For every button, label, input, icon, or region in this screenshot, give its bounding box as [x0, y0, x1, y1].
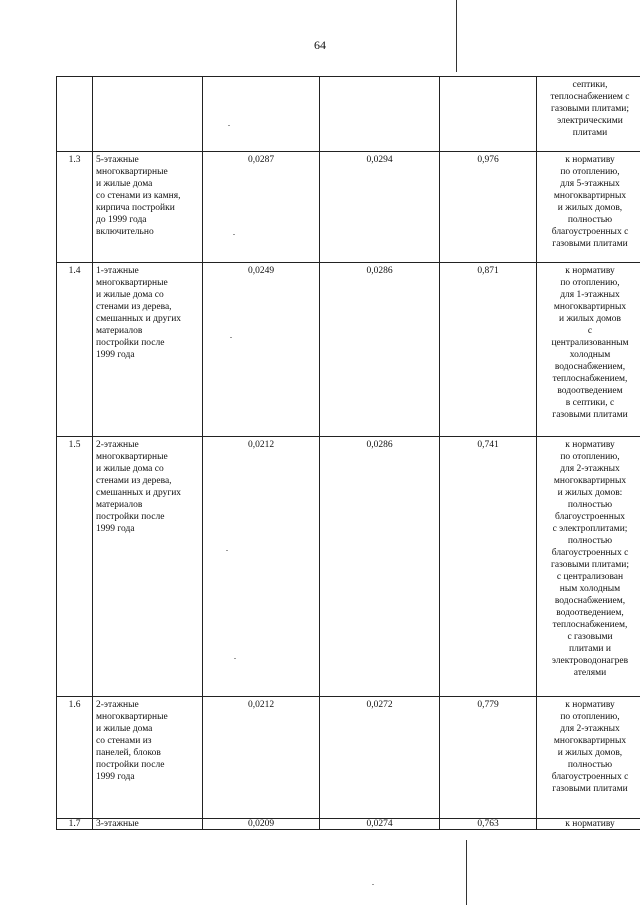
value-cell-2: 0,0286 — [320, 437, 440, 697]
table-row — [57, 77, 640, 152]
table-row — [57, 697, 640, 819]
table-row — [57, 437, 640, 697]
value-cell-2: 0,0286 — [320, 263, 440, 437]
row-number-cell: 1.5 — [57, 437, 93, 697]
coefficient-cell: 0,741 — [440, 437, 537, 697]
note-cell: к нормативу по отоплению, для 5-этажных многоквартирных и жилых домов, полностью благоустроенных с газовыми плитами — [537, 152, 640, 263]
value-cell-1: 0,0212 — [203, 437, 320, 697]
row-number-cell: 1.4 — [57, 263, 93, 437]
scan-artifact-line — [466, 840, 467, 905]
row-number-cell: 1.3 — [57, 152, 93, 263]
note-cell: к нормативу по отоплению, для 2-этажных многоквартирных и жилых домов, полностью благоустроенных с газовыми плитами — [537, 697, 640, 819]
normatives-table — [56, 76, 640, 830]
scan-speck — [230, 337, 232, 338]
building-description-cell: 3-этажные — [93, 819, 203, 830]
value-cell-1: 0,0249 — [203, 263, 320, 437]
building-description-cell: 1-этажные многоквартирные и жилые дома со стенами из дерева, смешанных и других материалов постройки после 1999 года — [93, 263, 203, 437]
coefficient-cell: 0,976 — [440, 152, 537, 263]
page-number: 64 — [314, 38, 326, 52]
scan-speck — [372, 884, 374, 885]
value-cell-1: 0,0287 — [203, 152, 320, 263]
value-cell-2 — [320, 77, 440, 152]
building-description-cell — [93, 77, 203, 152]
coefficient-cell — [440, 77, 537, 152]
value-cell-2: 0,0274 — [320, 819, 440, 830]
table-row — [57, 263, 640, 437]
scan-speck — [226, 550, 228, 551]
table-row — [57, 152, 640, 263]
note-cell: к нормативу по отоплению, для 1-этажных многоквартирных и жилых домов с централизованным холодным водоснабжением, теплоснабжением, водоотведением в септики, с газовыми плитами — [537, 263, 640, 437]
note-cell: к нормативу по отоплению, для 2-этажных многоквартирных и жилых домов: полностью благоустроенных с электроплитами; полностью благоустроенных с газовыми плитами; с централизован ным холодным водоснабжением, водоотведением, теплоснабжением, с газовыми плитами и электроводонагрев ателями — [537, 437, 640, 697]
coefficient-cell: 0,779 — [440, 697, 537, 819]
scan-speck — [234, 658, 236, 659]
scan-speck — [228, 125, 230, 126]
value-cell-1: 0,0209 — [203, 819, 320, 830]
row-number-cell: 1.7 — [57, 819, 93, 830]
value-cell-1 — [203, 77, 320, 152]
scan-speck — [233, 234, 235, 235]
table-row — [57, 819, 640, 830]
value-cell-2: 0,0272 — [320, 697, 440, 819]
row-number-cell — [57, 77, 93, 152]
row-number-cell: 1.6 — [57, 697, 93, 819]
building-description-cell: 2-этажные многоквартирные и жилые дома со стенами из дерева, смешанных и других материалов постройки после 1999 года — [93, 437, 203, 697]
note-cell: к нормативу — [537, 819, 640, 830]
scan-artifact-line — [456, 0, 457, 72]
coefficient-cell: 0,871 — [440, 263, 537, 437]
note-cell: септики, теплоснабжением с газовыми плитами; электрическими плитами — [537, 77, 640, 152]
building-description-cell: 2-этажные многоквартирные и жилые дома со стенами из панелей, блоков постройки после 1999 года — [93, 697, 203, 819]
coefficient-cell: 0,763 — [440, 819, 537, 830]
value-cell-2: 0,0294 — [320, 152, 440, 263]
building-description-cell: 5-этажные многоквартирные и жилые дома со стенами из камня, кирпича постройки до 1999 года включительно — [93, 152, 203, 263]
value-cell-1: 0,0212 — [203, 697, 320, 819]
